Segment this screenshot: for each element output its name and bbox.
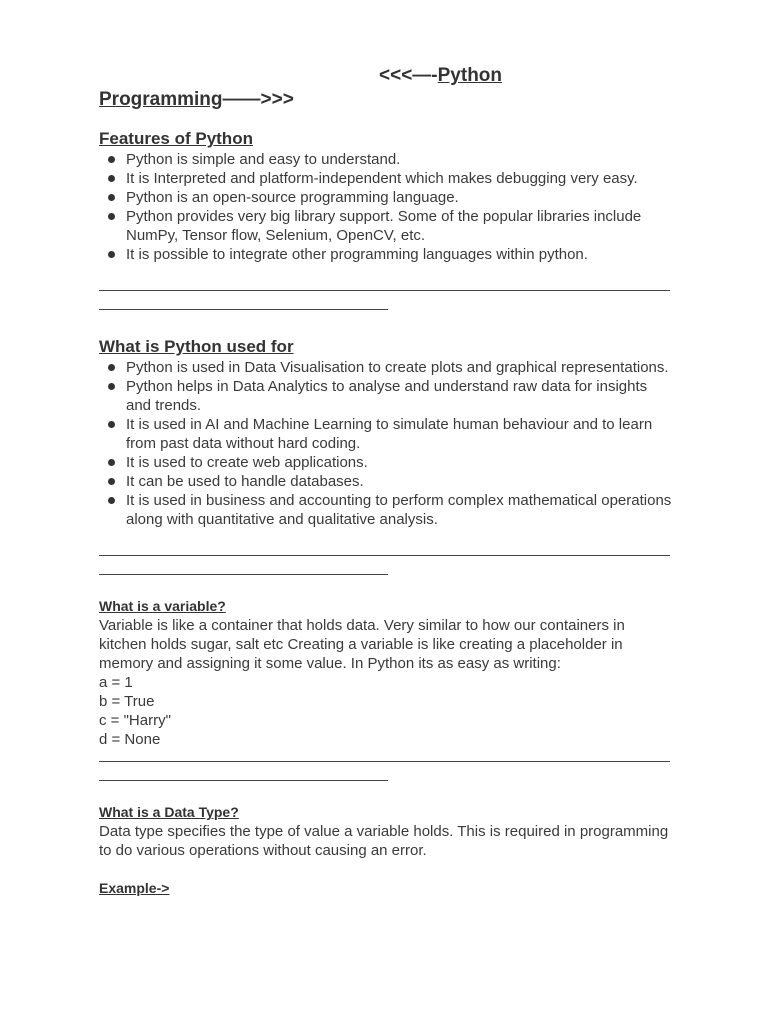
spacer [99,556,674,574]
datatype-body: Data type specifies the type of value a variable holds. This is required in programming to do various operations without causing an error. [99,823,669,859]
variable-body: Variable is like a container that holds data. Very similar to how our containers in kitchen holds sugar, salt etc Creating a variable is like creating a placeholder in memory and assigning it some value. In Python its as easy as writing: [99,617,625,672]
code-example-line: a = 1 [99,674,133,691]
variable-heading: What is a variable? [99,598,226,614]
document-page [99,64,674,898]
title-suffix: ——>>> [222,89,294,110]
features-list [99,150,674,264]
spacer [99,749,674,761]
spacer [99,575,674,597]
spacer [99,291,674,309]
list-item: It can be used to handle databases. [126,472,674,491]
code-example-line: c = "Harry" [99,712,171,729]
uses-heading: What is Python used for [99,337,294,356]
uses-list [99,358,674,529]
list-item: Python helps in Data Analytics to analyse and understand raw data for insights and trends. [126,377,674,415]
code-example-line: b = True [99,693,155,710]
spacer [99,762,674,780]
list-item: Python is simple and easy to understand. [126,150,674,169]
spacer [99,860,674,879]
list-item: It is possible to integrate other programming languages within python. [126,245,674,264]
list-item: Python provides very big library support. Some of the popular libraries include NumPy, Tensor flow, Selenium, OpenCV, etc. [126,207,674,245]
list-item: It is used in AI and Machine Learning to simulate human behaviour and to learn from past data without hard coding. [126,415,674,453]
title-programming-word: Programming [99,89,223,110]
title-python-word: Python [437,65,503,86]
features-heading: Features of Python [99,129,253,148]
spacer [99,264,674,290]
list-item: It is Interpreted and platform-independent which makes debugging very easy. [126,169,674,188]
datatype-heading: What is a Data Type? [99,804,239,820]
spacer [99,310,674,320]
spacer [99,781,674,803]
spacer [99,529,674,555]
example-label: Example-> [99,880,170,896]
list-item: Python is an open-source programming language. [126,188,674,207]
list-item: Python is used in Data Visualisation to create plots and graphical representations. [126,358,674,377]
code-example-line: d = None [99,731,161,748]
title-prefix: <<<—- [379,65,438,86]
list-item: It is used in business and accounting to perform complex mathematical operations along with quantitative and qualitative analysis. [126,491,674,529]
list-item: It is used to create web applications. [126,453,674,472]
page-title [99,64,674,112]
